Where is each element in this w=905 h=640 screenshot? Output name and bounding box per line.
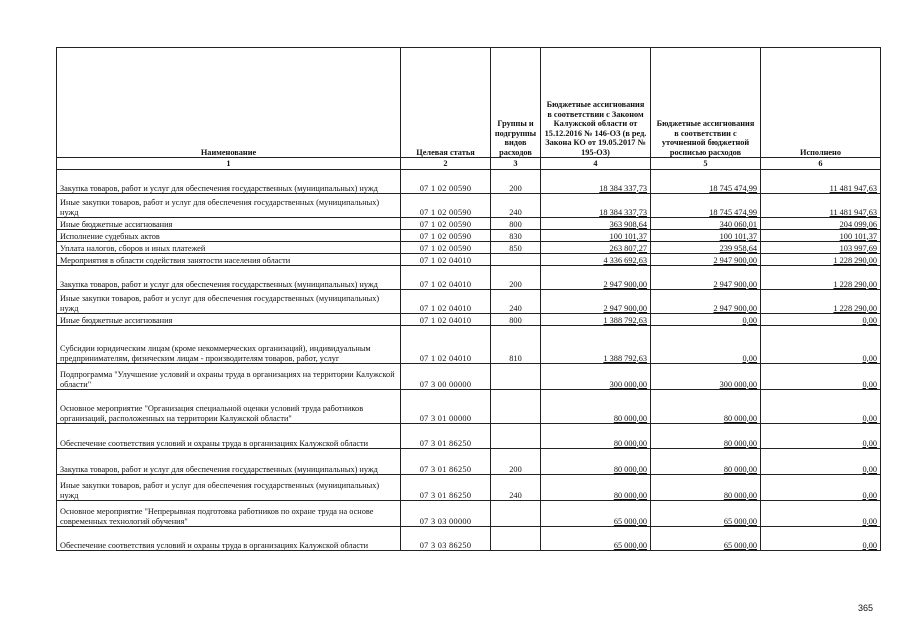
row-target-article: 07 1 02 04010	[401, 326, 491, 364]
row-refined-allocation	[651, 266, 761, 290]
row-refined-allocation-value: 80 000,00	[723, 464, 757, 474]
row-name: Иные закупки товаров, работ и услуг для обеспечения государственных (муниципальных) нужд	[57, 290, 401, 314]
row-executed-value: 0,00	[862, 379, 877, 389]
row-target-article: 07 3 01 00000	[401, 390, 491, 424]
table-row	[57, 290, 881, 314]
row-target-article: 07 1 02 00590	[401, 170, 491, 194]
row-name: Мероприятия в области содействия занятости населения области	[57, 254, 401, 266]
row-law-allocation-value: 65 000,00	[613, 516, 647, 526]
row-law-allocation-value: 4 336 692,63	[603, 255, 647, 265]
table-row	[57, 364, 881, 390]
row-law-allocation-value: 80 000,00	[613, 490, 647, 500]
row-executed	[761, 449, 881, 475]
row-name: Исполнение судебных актов	[57, 230, 401, 242]
row-target-article: 07 1 02 04010	[401, 290, 491, 314]
table-row	[57, 194, 881, 218]
row-expense-group	[491, 527, 541, 551]
row-name: Закупка товаров, работ и услуг для обеспечения государственных (муниципальных) нужд	[57, 170, 401, 194]
row-refined-allocation-value: 80 000,00	[723, 438, 757, 448]
row-refined-allocation-value: 80 000,00	[723, 490, 757, 500]
column-number: 2	[401, 158, 491, 170]
row-expense-group: 200	[491, 170, 541, 194]
row-name: Уплата налогов, сборов и иных платежей	[57, 242, 401, 254]
row-refined-allocation	[651, 230, 761, 242]
row-target-article: 07 3 03 00000	[401, 501, 491, 527]
table-row	[57, 218, 881, 230]
row-name: Иные закупки товаров, работ и услуг для обеспечения государственных (муниципальных) нужд	[57, 475, 401, 501]
row-name: Закупка товаров, работ и услуг для обеспечения государственных (муниципальных) нужд	[57, 266, 401, 290]
row-executed	[761, 314, 881, 326]
row-refined-allocation	[651, 242, 761, 254]
row-refined-allocation-value: 65 000,00	[723, 540, 757, 550]
row-refined-allocation	[651, 326, 761, 364]
header-row	[57, 48, 881, 158]
row-law-allocation	[541, 449, 651, 475]
row-target-article: 07 1 02 00590	[401, 218, 491, 230]
row-executed	[761, 390, 881, 424]
row-expense-group: 830	[491, 230, 541, 242]
row-law-allocation	[541, 390, 651, 424]
row-law-allocation	[541, 242, 651, 254]
row-expense-group: 800	[491, 218, 541, 230]
row-name: Подпрограмма "Улучшение условий и охраны труда в организациях на территории Калужской области"	[57, 364, 401, 390]
row-executed	[761, 266, 881, 290]
row-refined-allocation-value: 2 947 900,00	[713, 303, 757, 313]
row-executed-value: 0,00	[862, 490, 877, 500]
row-refined-allocation	[651, 390, 761, 424]
row-expense-group	[491, 254, 541, 266]
row-target-article: 07 1 02 04010	[401, 314, 491, 326]
table-row	[57, 314, 881, 326]
row-refined-allocation	[651, 449, 761, 475]
row-name: Иные бюджетные ассигнования	[57, 314, 401, 326]
row-law-allocation	[541, 194, 651, 218]
row-executed	[761, 230, 881, 242]
row-expense-group: 850	[491, 242, 541, 254]
row-executed	[761, 254, 881, 266]
row-name: Основное мероприятие "Организация специальной оценки условий труда работников организаций, расположенных на территории Калужской области"	[57, 390, 401, 424]
header-refined-allocations: Бюджетные ассигнования в соответствии с уточненной бюджетной росписью расходов	[651, 48, 761, 158]
column-number-row	[57, 158, 881, 170]
row-refined-allocation-value: 0,00	[742, 315, 757, 325]
row-executed	[761, 218, 881, 230]
row-refined-allocation	[651, 290, 761, 314]
row-refined-allocation	[651, 424, 761, 449]
row-executed-value: 0,00	[862, 464, 877, 474]
row-law-allocation-value: 65 000,00	[613, 540, 647, 550]
table-row	[57, 326, 881, 364]
row-target-article: 07 3 03 86250	[401, 527, 491, 551]
row-refined-allocation-value: 300 000,00	[719, 379, 757, 389]
row-refined-allocation-value: 100 101,37	[719, 231, 757, 241]
row-refined-allocation	[651, 218, 761, 230]
row-executed	[761, 527, 881, 551]
row-law-allocation-value: 80 000,00	[613, 438, 647, 448]
row-executed	[761, 290, 881, 314]
row-name: Основное мероприятие "Непрерывная подготовка работников по охране труда на основе современных технологий обучения"	[57, 501, 401, 527]
row-refined-allocation	[651, 254, 761, 266]
row-refined-allocation	[651, 364, 761, 390]
row-law-allocation-value: 263 807,27	[609, 243, 647, 253]
column-number: 5	[651, 158, 761, 170]
row-executed-value: 1 228 290,00	[833, 255, 877, 265]
row-executed-value: 0,00	[862, 540, 877, 550]
row-refined-allocation-value: 65 000,00	[723, 516, 757, 526]
row-executed-value: 11 481 947,63	[829, 183, 877, 193]
row-expense-group: 240	[491, 290, 541, 314]
table-row	[57, 475, 881, 501]
header-executed: Исполнено	[761, 48, 881, 158]
row-law-allocation-value: 2 947 900,00	[603, 303, 647, 313]
header-law-allocations: Бюджетные ассигнования в соответствии с Законом Калужской области от 15.12.2016 № 146-ОЗ (в ред. Закона КО от 19.05.2017 № 195-ОЗ)	[541, 48, 651, 158]
row-refined-allocation	[651, 527, 761, 551]
row-target-article: 07 1 02 04010	[401, 266, 491, 290]
row-expense-group	[491, 390, 541, 424]
row-refined-allocation-value: 80 000,00	[723, 413, 757, 423]
row-executed-value: 0,00	[862, 516, 877, 526]
column-number: 6	[761, 158, 881, 170]
row-executed-value: 0,00	[862, 438, 877, 448]
row-law-allocation	[541, 230, 651, 242]
row-expense-group	[491, 364, 541, 390]
column-number: 3	[491, 158, 541, 170]
row-executed	[761, 501, 881, 527]
row-law-allocation	[541, 266, 651, 290]
table-row	[57, 527, 881, 551]
row-name: Иные закупки товаров, работ и услуг для обеспечения государственных (муниципальных) нужд	[57, 194, 401, 218]
row-executed-value: 103 997,69	[839, 243, 877, 253]
row-executed	[761, 475, 881, 501]
row-law-allocation-value: 300 000,00	[609, 379, 647, 389]
row-expense-group: 800	[491, 314, 541, 326]
row-target-article: 07 1 02 00590	[401, 242, 491, 254]
page-number: 365	[857, 603, 873, 613]
row-refined-allocation	[651, 314, 761, 326]
row-target-article: 07 3 01 86250	[401, 475, 491, 501]
row-refined-allocation	[651, 194, 761, 218]
row-executed-value: 1 228 290,00	[833, 279, 877, 289]
row-law-allocation-value: 18 384 337,73	[599, 183, 647, 193]
row-expense-group: 240	[491, 194, 541, 218]
row-law-allocation	[541, 501, 651, 527]
row-executed-value: 11 481 947,63	[829, 207, 877, 217]
table-body	[57, 170, 881, 551]
row-name: Субсидии юридическим лицам (кроме некоммерческих организаций), индивидуальным предпринимателям, физическим лицам - производителям товаров, работ, услуг	[57, 326, 401, 364]
row-expense-group: 810	[491, 326, 541, 364]
row-name: Иные бюджетные ассигнования	[57, 218, 401, 230]
header-target-article: Целевая статья	[401, 48, 491, 158]
row-law-allocation	[541, 527, 651, 551]
row-refined-allocation-value: 2 947 900,00	[713, 279, 757, 289]
row-target-article: 07 3 00 00000	[401, 364, 491, 390]
row-law-allocation	[541, 475, 651, 501]
row-name: Обеспечение соответствия условий и охраны труда в организациях Калужской области	[57, 424, 401, 449]
row-target-article: 07 1 02 00590	[401, 230, 491, 242]
row-law-allocation-value: 80 000,00	[613, 464, 647, 474]
row-executed-value: 0,00	[862, 353, 877, 363]
table-row	[57, 390, 881, 424]
row-executed	[761, 242, 881, 254]
row-expense-group: 200	[491, 449, 541, 475]
row-refined-allocation-value: 18 745 474,99	[709, 207, 757, 217]
row-refined-allocation-value: 0,00	[742, 353, 757, 363]
row-executed	[761, 326, 881, 364]
row-target-article: 07 1 02 00590	[401, 194, 491, 218]
row-expense-group	[491, 501, 541, 527]
row-executed	[761, 364, 881, 390]
row-expense-group: 240	[491, 475, 541, 501]
row-target-article: 07 3 01 86250	[401, 449, 491, 475]
row-executed-value: 204 099,06	[839, 219, 877, 229]
row-law-allocation	[541, 314, 651, 326]
budget-table	[56, 47, 881, 551]
row-expense-group: 200	[491, 266, 541, 290]
row-law-allocation-value: 363 908,64	[609, 219, 647, 229]
row-executed	[761, 424, 881, 449]
row-executed	[761, 194, 881, 218]
row-law-allocation-value: 80 000,00	[613, 413, 647, 423]
column-number: 1	[57, 158, 401, 170]
row-refined-allocation	[651, 501, 761, 527]
row-law-allocation-value: 100 101,37	[609, 231, 647, 241]
header-name: Наименование	[57, 48, 401, 158]
row-law-allocation	[541, 254, 651, 266]
row-law-allocation-value: 18 384 337,73	[599, 207, 647, 217]
row-executed-value: 0,00	[862, 413, 877, 423]
row-expense-group	[491, 424, 541, 449]
row-refined-allocation-value: 2 947 900,00	[713, 255, 757, 265]
row-refined-allocation	[651, 475, 761, 501]
row-executed	[761, 170, 881, 194]
table-row	[57, 170, 881, 194]
row-executed-value: 100 101,37	[839, 231, 877, 241]
table-row	[57, 449, 881, 475]
row-law-allocation	[541, 326, 651, 364]
table-row	[57, 424, 881, 449]
row-refined-allocation-value: 340 060,01	[719, 219, 757, 229]
table-row	[57, 266, 881, 290]
table-row	[57, 501, 881, 527]
row-law-allocation	[541, 290, 651, 314]
row-law-allocation	[541, 424, 651, 449]
table-row	[57, 242, 881, 254]
row-refined-allocation	[651, 170, 761, 194]
row-refined-allocation-value: 18 745 474,99	[709, 183, 757, 193]
header-expense-groups: Группы и подгруппы видов расходов	[491, 48, 541, 158]
table-row	[57, 254, 881, 266]
row-name: Обеспечение соответствия условий и охраны труда в организациях Калужской области	[57, 527, 401, 551]
row-law-allocation	[541, 218, 651, 230]
row-law-allocation	[541, 170, 651, 194]
row-name: Закупка товаров, работ и услуг для обеспечения государственных (муниципальных) нужд	[57, 449, 401, 475]
table-row	[57, 230, 881, 242]
row-law-allocation-value: 1 388 792,63	[603, 315, 647, 325]
row-law-allocation	[541, 364, 651, 390]
column-number: 4	[541, 158, 651, 170]
row-executed-value: 1 228 290,00	[833, 303, 877, 313]
row-target-article: 07 1 02 04010	[401, 254, 491, 266]
row-law-allocation-value: 2 947 900,00	[603, 279, 647, 289]
row-target-article: 07 3 01 86250	[401, 424, 491, 449]
row-law-allocation-value: 1 388 792,63	[603, 353, 647, 363]
row-executed-value: 0,00	[862, 315, 877, 325]
row-refined-allocation-value: 239 958,64	[719, 243, 757, 253]
